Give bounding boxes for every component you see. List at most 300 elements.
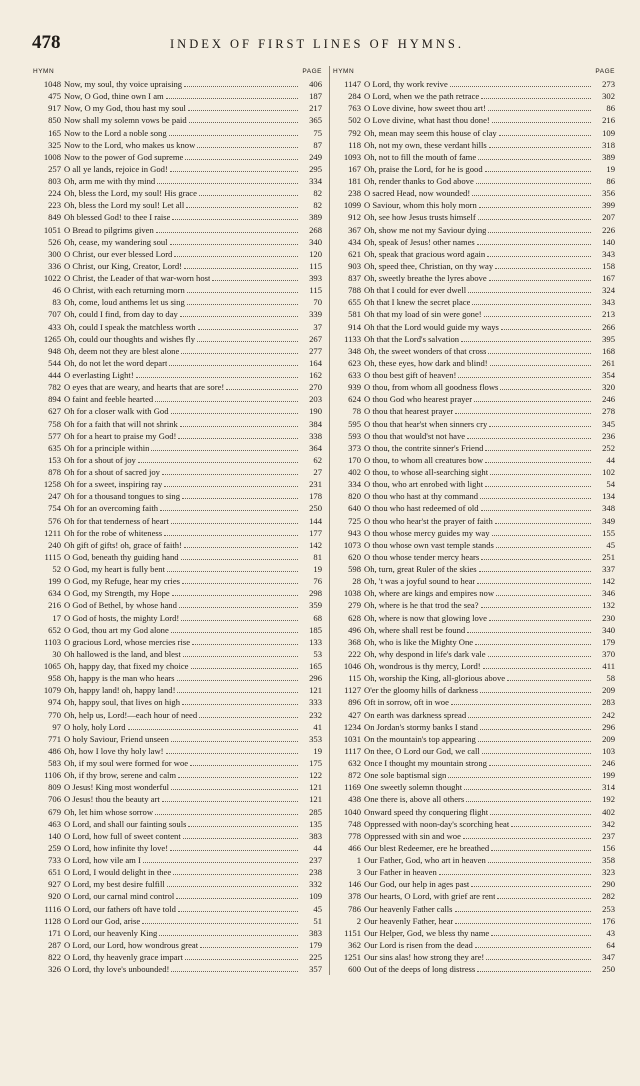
hymn-number: 378 (348, 891, 361, 902)
index-entry (33, 345, 322, 357)
page-ref: 82 (313, 200, 322, 211)
dot-leader (458, 377, 591, 378)
hymn-number: 1038 (343, 588, 361, 599)
first-line: Oh, happy is the man who hears (64, 673, 175, 684)
hymn-number: 837 (348, 273, 361, 283)
index-entry (333, 454, 615, 466)
index-entry (33, 745, 322, 757)
index-entry (33, 187, 322, 199)
page-ref: 389 (309, 212, 322, 223)
index-entry (33, 127, 322, 139)
index-entry (33, 418, 322, 430)
hymn-number: 240 (48, 539, 61, 550)
dot-leader (492, 122, 591, 123)
dot-leader (463, 838, 591, 839)
first-line: O God of hosts, the mighty Lord! (64, 612, 180, 623)
hymn-number: 502 (348, 115, 361, 126)
hymn-number: 872 (348, 770, 361, 781)
first-line: Oh, worship the King, all-glorious above (364, 673, 506, 684)
page-ref: 207 (602, 212, 615, 223)
first-line: O Bread to pilgrims given (64, 224, 154, 235)
index-entry (333, 345, 615, 357)
hymn-number: 1116 (44, 903, 61, 914)
first-line: O Lord, I would delight in thee (64, 867, 172, 878)
first-line: Oh, render thanks to God above (364, 176, 474, 186)
index-column-right (329, 66, 615, 975)
index-entry (33, 102, 322, 114)
first-line: O Christ, with each returning morn (64, 285, 185, 296)
page-ref: 290 (602, 879, 615, 890)
dot-leader (486, 959, 591, 960)
first-line: O eyes that are weary, and hearts that are sore! (64, 382, 225, 393)
page-ref: 58 (606, 673, 615, 684)
index-entry (33, 490, 322, 502)
hymn-number: 1103 (44, 636, 61, 647)
first-line: Oh, happy day, that fixed my choice (64, 661, 189, 671)
dot-leader (166, 98, 298, 99)
page-ref: 175 (309, 758, 322, 768)
first-line: Oh gift of gifts! oh, grace of faith! (64, 539, 182, 550)
page-ref: 342 (602, 818, 615, 829)
hymn-number: 1251 (343, 952, 361, 962)
index-entry (33, 151, 322, 163)
index-entry (33, 369, 322, 381)
dot-leader (497, 898, 591, 899)
first-line: O thou whose mercy guides my way (364, 527, 490, 538)
page-ref: 242 (602, 709, 615, 720)
page-ref: 45 (313, 903, 322, 914)
hymn-number: 334 (348, 479, 361, 490)
page-ref: 203 (309, 394, 322, 405)
hymn-number: 300 (48, 248, 61, 259)
page-ref: 273 (602, 79, 615, 89)
page-ref: 178 (309, 491, 322, 502)
hymn-number: 771 (48, 733, 61, 744)
hymn-number: 1 (356, 855, 361, 865)
index-entry (33, 672, 322, 684)
dot-leader (455, 923, 591, 924)
page-ref: 41 (313, 721, 322, 732)
first-line: Oh, these eyes, how dark and blind! (364, 357, 488, 368)
hymn-number: 1211 (44, 527, 61, 538)
first-line: O Lord, our carnal mind control (64, 891, 175, 902)
hymn-number: 624 (348, 394, 361, 405)
dot-leader (185, 959, 298, 960)
index-entry (333, 442, 615, 454)
index-entry (33, 915, 322, 927)
dot-leader (136, 377, 298, 378)
index-entry (33, 515, 322, 527)
first-line: O Lord, when we the path retrace (364, 91, 480, 102)
hymn-number: 576 (48, 515, 61, 526)
index-entry (333, 684, 615, 696)
index-entry (33, 878, 322, 890)
index-entry (333, 878, 615, 890)
first-line: Oh, if my soul were formed for woe (64, 758, 189, 768)
hymn-number: 224 (48, 188, 61, 199)
index-entry (33, 709, 322, 721)
first-line: Oh, do not let the word depart (64, 357, 168, 368)
first-line: Oh, speak that gracious word again (364, 248, 486, 259)
hymn-number: 623 (348, 357, 361, 368)
first-line: Oh, help us, Lord!—each hour of need (64, 709, 198, 720)
first-line: Oh for an overcoming faith (64, 503, 159, 514)
index-entry (33, 806, 322, 818)
page-ref: 365 (309, 115, 322, 126)
hymn-number: 809 (48, 782, 61, 793)
dot-leader (477, 583, 591, 584)
first-line: O God of Bethel, by whose hand (64, 600, 177, 611)
page-ref: 68 (313, 612, 322, 623)
hymn-number: 52 (52, 564, 61, 574)
dot-leader (184, 86, 298, 87)
first-line: Oh for a sweet, inspiring ray (64, 479, 163, 490)
page-ref: 346 (602, 588, 615, 599)
dot-leader (190, 765, 298, 766)
hymn-number: 373 (348, 442, 361, 453)
dot-leader (174, 256, 298, 257)
page-ref: 278 (602, 406, 615, 417)
index-entry (333, 502, 615, 514)
index-entry (333, 466, 615, 478)
hymn-column-label: HYMN (333, 68, 355, 75)
index-entry (333, 284, 615, 296)
dot-leader (480, 692, 591, 693)
dot-leader (487, 256, 591, 257)
first-line: O Christ, our ever blessed Lord (64, 248, 173, 259)
first-line: Our Father, God, who art in heaven (364, 855, 486, 865)
page-ref: 187 (309, 91, 322, 102)
page-ref: 53 (313, 648, 322, 659)
first-line: Our Father in heaven (364, 867, 437, 878)
hymn-number: 706 (48, 794, 61, 805)
first-line: Oh, not to fill the mouth of fame (364, 151, 477, 162)
hymn-number: 770 (48, 709, 61, 720)
first-line: O all ye lands, rejoice in God! (64, 163, 168, 174)
index-entry (333, 818, 615, 830)
hymn-number: 778 (348, 830, 361, 841)
first-line: Our Helper, God, we bless thy name (364, 927, 490, 938)
index-entry (333, 854, 615, 866)
page-ref: 192 (602, 794, 615, 805)
hymn-number: 1031 (343, 733, 361, 744)
index-entry (33, 599, 322, 611)
index-entry (333, 781, 615, 793)
index-entry (33, 442, 322, 454)
hymn-number: 621 (348, 248, 361, 259)
index-entry (333, 393, 615, 405)
first-line: Oh for a heart to praise my God! (64, 430, 177, 441)
first-line: O Jesus! King most wonderful (64, 782, 170, 793)
first-line: Oh, where is he that trod the sea? (364, 600, 479, 611)
hymn-number: 598 (348, 564, 361, 574)
index-entry (33, 624, 322, 636)
index-entry (33, 357, 322, 369)
dot-leader (178, 911, 298, 912)
index-entry (33, 405, 322, 417)
dot-leader (191, 668, 299, 669)
hymn-number: 287 (48, 939, 61, 950)
page-ref: 37 (313, 321, 322, 332)
page-ref: 393 (309, 273, 322, 283)
hymn-number: 1073 (343, 539, 361, 550)
first-line: Onward speed thy conquering flight (364, 806, 489, 817)
dot-leader (181, 559, 298, 560)
index-entry (333, 211, 615, 223)
page-ref: 337 (602, 564, 615, 574)
page-ref: 395 (602, 333, 615, 344)
index-entry (333, 527, 615, 539)
dot-leader (489, 620, 591, 621)
page-ref: 348 (602, 503, 615, 514)
first-line: O thou, the contrite sinner's Friend (364, 442, 484, 453)
page-ref: 231 (309, 479, 322, 490)
index-entry (333, 260, 615, 272)
dot-leader (171, 741, 298, 742)
dot-leader (199, 717, 298, 718)
hymn-number: 284 (348, 91, 361, 102)
first-line: O Lord, our fathers oft have told (64, 903, 176, 914)
index-entry (333, 490, 615, 502)
page-column-label: PAGE (595, 68, 615, 75)
dot-leader (500, 389, 591, 390)
index-entry (33, 502, 322, 514)
page-ref: 343 (602, 248, 615, 259)
first-line: Oh, bless the Lord my soul! Let all (64, 200, 185, 211)
first-line: O thou best gift of heaven! (364, 370, 457, 380)
page-ref: 209 (602, 733, 615, 744)
first-line: Now to the Lord a noble song (64, 127, 167, 138)
index-entry (33, 78, 322, 90)
page-ref: 19 (606, 163, 615, 174)
index-entry (333, 139, 615, 151)
first-line: Oh, where are kings and empires now (364, 588, 495, 599)
first-line: Oh that I knew the secret place (364, 297, 471, 308)
first-line: Now, O God, thine own I am (64, 91, 164, 102)
hymn-number: 368 (348, 636, 361, 647)
index-entry (333, 78, 615, 90)
index-entry (333, 199, 615, 211)
dot-leader (480, 729, 591, 730)
dot-leader (177, 692, 298, 693)
dot-leader (501, 329, 591, 330)
first-line: Our sins alas! how strong they are! (364, 952, 485, 962)
dot-leader (485, 486, 591, 487)
first-line: Now to the Lord, who makes us know (64, 139, 196, 150)
dot-leader (476, 183, 591, 184)
page-ref: 115 (309, 260, 322, 271)
page-ref: 45 (606, 539, 615, 550)
hymn-number: 679 (48, 806, 61, 817)
hymn-number: 948 (48, 345, 61, 356)
index-entry (33, 854, 322, 866)
index-entry (333, 248, 615, 260)
hymn-number: 894 (48, 394, 61, 405)
hymn-number: 634 (48, 588, 61, 599)
hymn-number: 1099 (343, 200, 361, 211)
dot-leader (155, 401, 298, 402)
hymn-number: 595 (348, 418, 361, 429)
dot-leader (156, 232, 298, 233)
page-ref: 132 (602, 600, 615, 611)
page-ref: 121 (309, 685, 322, 696)
page-ref: 179 (602, 636, 615, 647)
page-ref: 384 (309, 418, 322, 429)
hymn-number: 914 (348, 321, 361, 332)
dot-leader (488, 353, 591, 354)
hymn-number: 466 (348, 842, 361, 853)
index-entry (33, 927, 322, 939)
page-ref: 261 (602, 357, 615, 368)
first-line: O Lord our God, arise (64, 915, 141, 926)
page-ref: 81 (313, 551, 322, 562)
page-ref: 354 (602, 370, 615, 380)
page-ref: 283 (602, 697, 615, 708)
page-ref: 225 (309, 952, 322, 962)
page-ref: 343 (602, 297, 615, 308)
hymn-number: 367 (348, 224, 361, 235)
hymn-number: 362 (348, 939, 361, 950)
first-line: One sweetly solemn thought (364, 782, 463, 793)
dot-leader (167, 886, 298, 887)
index-entry (333, 696, 615, 708)
index-entry (333, 648, 615, 660)
first-line: O Christ, our King, Creator, Lord! (64, 260, 183, 271)
page-ref: 364 (309, 442, 322, 453)
first-line: Oh for a closer walk with God (64, 406, 169, 417)
dot-leader (178, 777, 298, 778)
hymn-number: 167 (348, 163, 361, 174)
dot-leader (478, 219, 591, 220)
dot-leader (496, 595, 591, 596)
page-ref: 142 (602, 576, 615, 587)
dot-leader (467, 438, 591, 439)
index-entry (33, 903, 322, 915)
index-column-left (33, 66, 322, 975)
index-entry (33, 199, 322, 211)
hymn-number: 903 (348, 260, 361, 271)
hymn-number: 222 (348, 648, 361, 659)
first-line: Oh, turn, great Ruler of the skies (364, 564, 477, 574)
first-line: O Lord, our heavenly King (64, 927, 158, 938)
dot-leader (138, 462, 298, 463)
hymn-number: 912 (348, 212, 361, 223)
page-ref: 332 (309, 879, 322, 890)
dot-leader (172, 595, 298, 596)
first-line: Our hearts, O Lord, with grief are rent (364, 891, 496, 902)
index-entry (333, 672, 615, 684)
page-ref: 338 (309, 430, 322, 441)
dot-leader (170, 850, 298, 851)
index-entry (333, 272, 615, 284)
hymn-number: 438 (348, 794, 361, 805)
page-ref: 122 (309, 770, 322, 781)
hymn-number: 146 (348, 879, 361, 890)
index-entry (333, 915, 615, 927)
page-ref: 156 (602, 842, 615, 853)
first-line: Oh for that tenderness of heart (64, 515, 169, 526)
hymn-number: 140 (48, 830, 61, 841)
first-line: O holy, holy Lord (64, 721, 126, 732)
hymn-number: 652 (48, 624, 61, 635)
hymn-number: 118 (348, 139, 361, 150)
first-line: O thou, from whom all goodness flows (364, 382, 499, 393)
first-line: O Lord, how vile am I (64, 855, 141, 865)
index-entry (333, 430, 615, 442)
index-entry (33, 842, 322, 854)
page-ref: 358 (602, 855, 615, 865)
dot-leader (489, 765, 591, 766)
index-entry (333, 903, 615, 915)
page-ref: 333 (309, 697, 322, 708)
dot-leader (468, 292, 591, 293)
hymn-number: 640 (348, 503, 361, 514)
hymn-number: 223 (48, 200, 61, 211)
dot-leader (192, 644, 298, 645)
index-entry (333, 418, 615, 430)
page-ref: 296 (602, 721, 615, 732)
index-entry (333, 733, 615, 745)
dot-leader (170, 171, 298, 172)
hymn-number: 1147 (344, 79, 361, 89)
hymn-number: 635 (48, 442, 61, 453)
first-line: Our heavenly Father, hear (364, 915, 454, 926)
dot-leader (198, 329, 299, 330)
index-entry (33, 587, 322, 599)
dot-leader (197, 147, 298, 148)
index-entry (33, 333, 322, 345)
hymn-number: 1234 (343, 721, 361, 732)
dot-leader (484, 316, 591, 317)
first-line: O thou who hast redeemed of old (364, 503, 479, 514)
dot-leader (185, 159, 298, 160)
first-line: Oh that the Lord's salvation (364, 333, 460, 344)
dot-leader (162, 801, 298, 802)
index-entry (33, 308, 322, 320)
first-line: O gracious Lord, whose mercies rise (64, 636, 191, 647)
hymn-number: 181 (348, 176, 361, 186)
dot-leader (479, 571, 591, 572)
first-line: O Lord, thy love's unbounded! (64, 964, 170, 975)
page-ref: 120 (309, 248, 322, 259)
hymn-number: 46 (52, 285, 61, 296)
index-entry (33, 248, 322, 260)
dot-leader (182, 498, 298, 499)
dot-leader (157, 183, 298, 184)
index-entry (333, 114, 615, 126)
hymn-number: 849 (48, 212, 61, 223)
hymn-number: 754 (48, 503, 61, 514)
first-line: O thou whose tender mercy hears (364, 551, 480, 562)
first-line: Oh, wondrous is thy mercy, Lord! (364, 661, 481, 671)
hymn-number: 199 (48, 576, 61, 587)
page-ref: 19 (313, 564, 322, 574)
page-ref: 27 (313, 467, 322, 477)
index-entry (33, 575, 322, 587)
page-ref: 349 (602, 515, 615, 526)
dot-leader (188, 110, 298, 111)
page-ref: 232 (309, 709, 322, 720)
page-ref: 324 (602, 285, 615, 296)
dot-leader (481, 98, 591, 99)
page-ref: 216 (602, 115, 615, 126)
page-ref: 164 (309, 357, 322, 368)
index-entry (333, 187, 615, 199)
page-ref: 87 (313, 139, 322, 150)
hymn-number: 434 (348, 236, 361, 247)
hymn-number: 325 (48, 139, 61, 150)
page-ref: 155 (602, 527, 615, 538)
